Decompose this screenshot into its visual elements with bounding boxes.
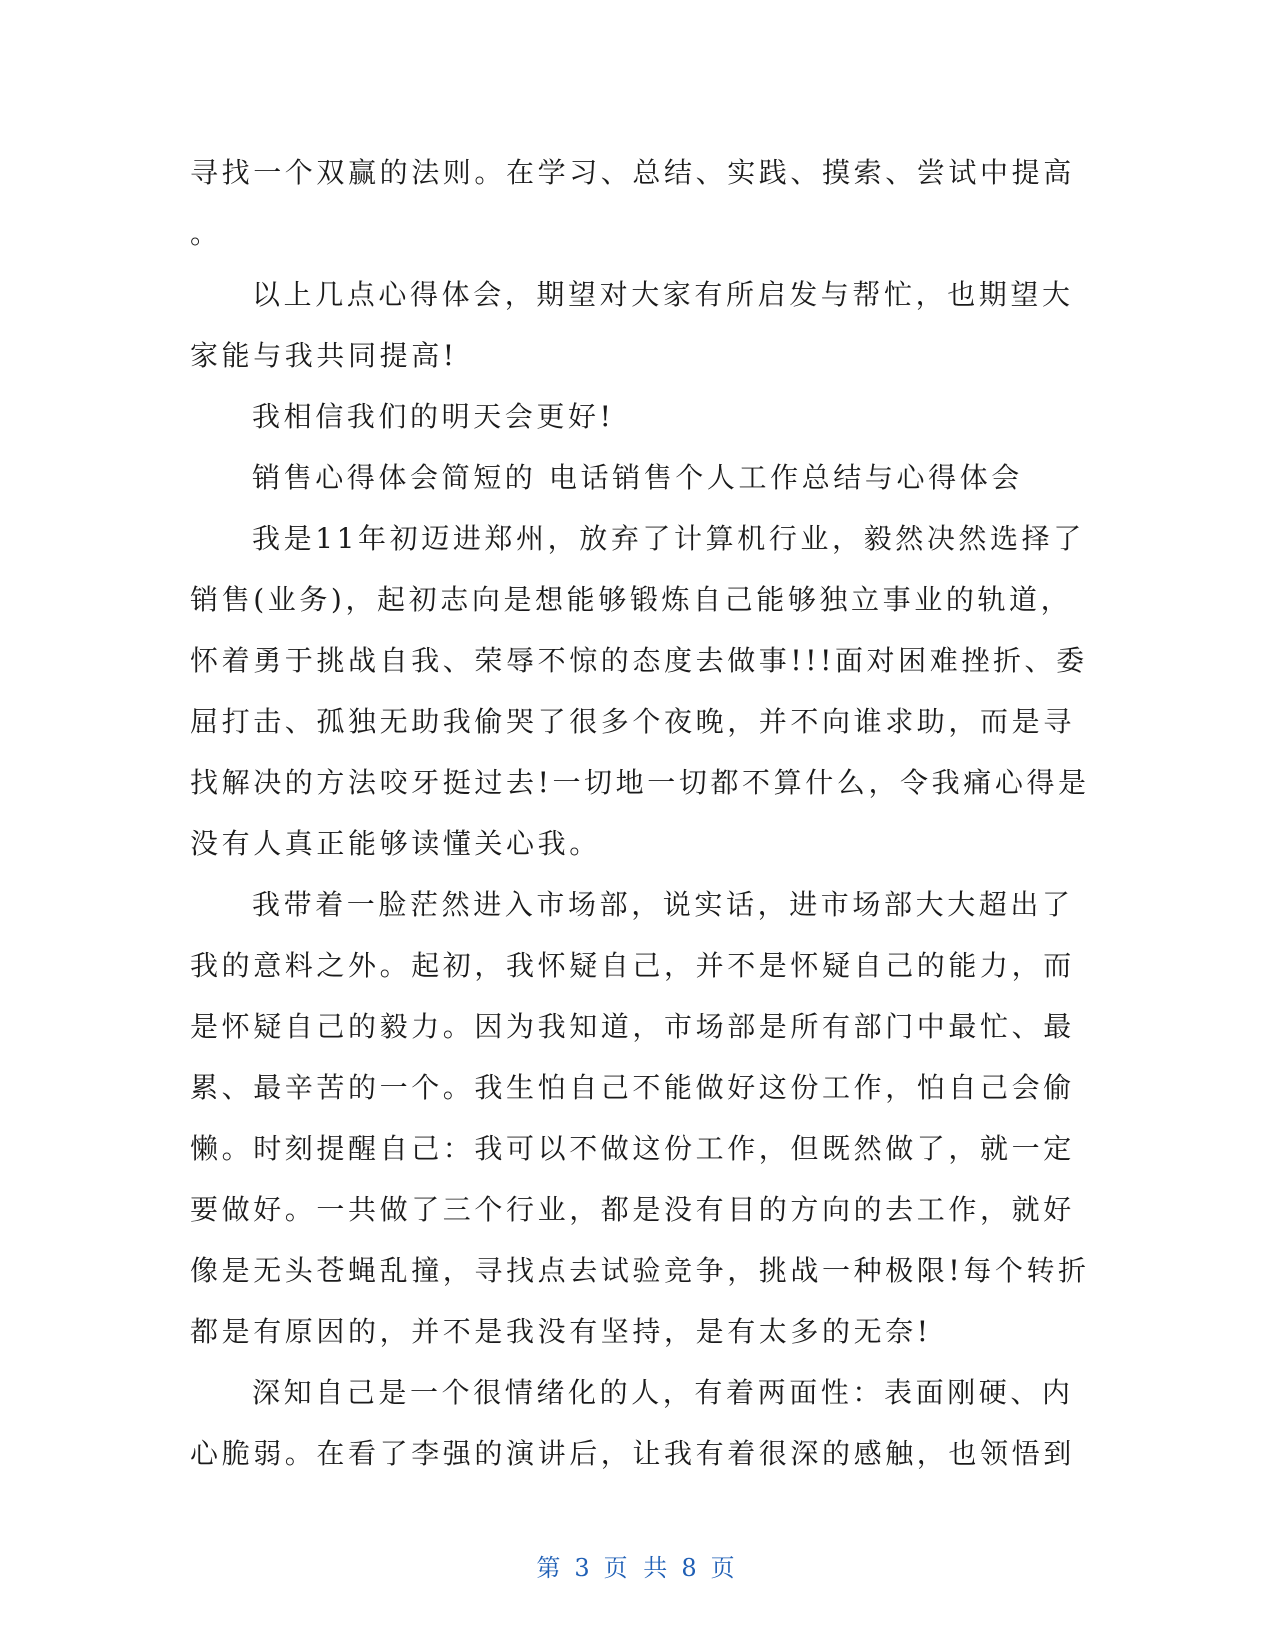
text-line: 都是有原因的，并不是我没有坚持，是有太多的无奈! [190,1315,932,1348]
text-line: 要做好。一共做了三个行业，都是没有目的方向的去工作，就好 [190,1193,1075,1226]
total-page-count: 8 [681,1554,701,1582]
text-line: 没有人真正能够读懂关心我。 [190,827,601,860]
text-line: 找解决的方法咬牙挺过去!一切地一切都不算什么，令我痛心得是 [190,766,1090,799]
text-line: 像是无头苍蝇乱撞，寻找点去试验竞争，挑战一种极限!每个转折 [190,1254,1090,1287]
text-line: 销售(业务)，起初志向是想能够锻炼自己能够独立事业的轨道， [190,583,1073,616]
footer-suffix: 页 [710,1554,739,1582]
current-page-number: 3 [574,1554,594,1582]
text-line: 寻找一个双赢的法则。在学习、总结、实践、摸索、尝试中提高 [190,156,1075,189]
paragraph-start-line: 深知自己是一个很情绪化的人，有着两面性：表面刚硬、内 [252,1376,1074,1409]
paragraph-start-line: 我是11年初迈进郑州，放弃了计算机行业，毅然决然选择了 [252,522,1085,555]
text-line: 是怀疑自己的毅力。因为我知道，市场部是所有部门中最忙、最 [190,1010,1075,1043]
page-footer [0,1548,1275,1583]
text-line: 怀着勇于挑战自我、荣辱不惊的态度去做事!!!面对困难挫折、委 [190,644,1088,677]
text-line: 我的意料之外。起初，我怀疑自己，并不是怀疑自己的能力，而 [190,949,1075,982]
footer-middle: 页 共 [603,1554,672,1582]
paragraph-start-line: 我相信我们的明天会更好! [252,400,615,433]
text-line: 。 [190,217,222,250]
text-line: 屈打击、孤独无助我偷哭了很多个夜晚，并不向谁求助，而是寻 [190,705,1075,738]
text-line: 累、最辛苦的一个。我生怕自己不能做好这份工作，怕自己会偷 [190,1071,1075,1104]
paragraph-start-line: 以上几点心得体会，期望对大家有所启发与帮忙，也期望大 [252,278,1074,311]
text-line: 家能与我共同提高! [190,339,458,372]
footer-prefix: 第 [536,1554,565,1582]
text-line: 心脆弱。在看了李强的演讲后，让我有着很深的感触，也领悟到 [190,1437,1075,1470]
paragraph-start-line: 我带着一脸茫然进入市场部，说实话，进市场部大大超出了 [252,888,1074,921]
section-heading-line: 销售心得体会简短的 电话销售个人工作总结与心得体会 [252,461,1023,494]
document-body [190,142,1090,1484]
text-line: 懒。时刻提醒自己：我可以不做这份工作，但既然做了，就一定 [190,1132,1075,1165]
